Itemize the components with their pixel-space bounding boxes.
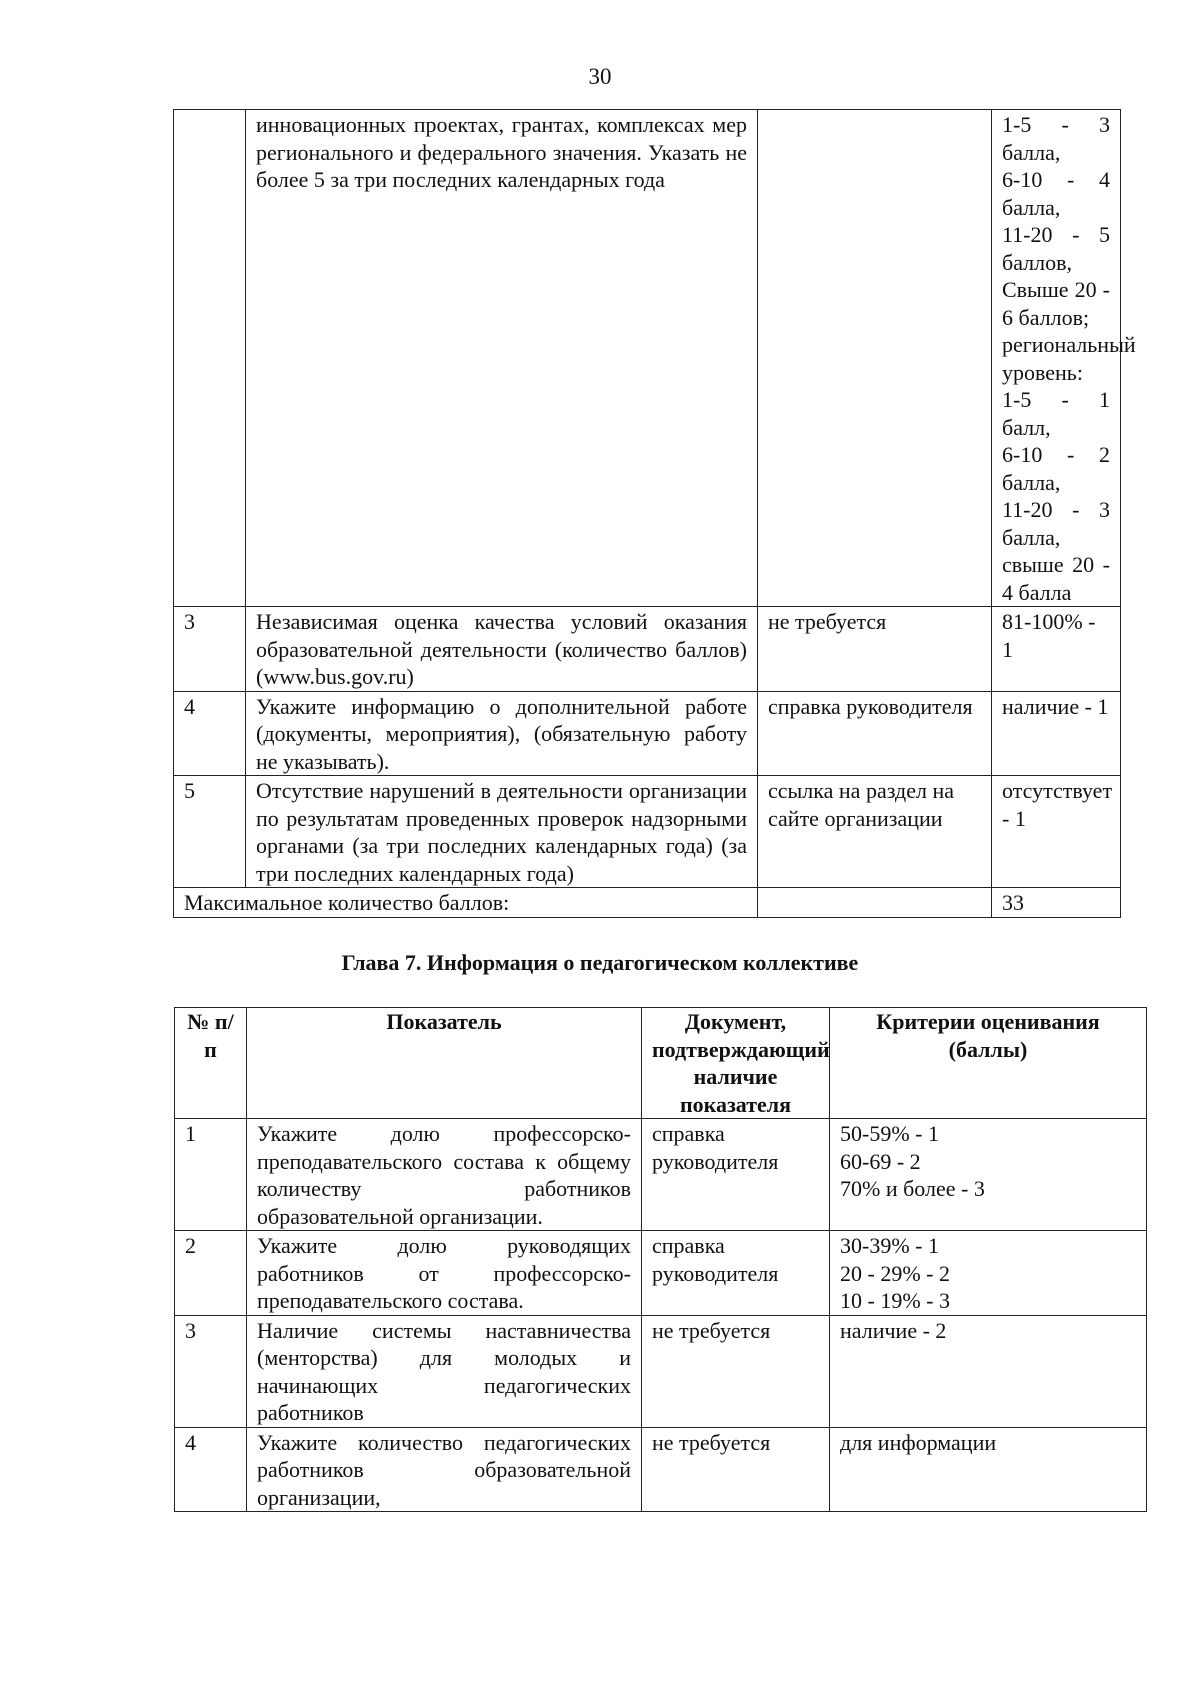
table-row (175, 1315, 1147, 1427)
criteria-line: свыше 20 - 4 балла (1002, 552, 1110, 605)
criteria-line: 6-10 - 2 балла, (1002, 442, 1110, 495)
table-row (174, 691, 1121, 776)
criteria-line: отсутствует - 1 (1002, 778, 1113, 831)
row-number: 4 (174, 691, 246, 776)
document-cell (758, 110, 992, 607)
total-value: 33 (992, 888, 1121, 918)
criteria-cell (992, 607, 1121, 692)
table-row (175, 1231, 1147, 1316)
teaching-staff-table (174, 1007, 1147, 1512)
row-number: 3 (174, 607, 246, 692)
table-header-row (175, 1008, 1147, 1119)
criteria-line: 11-20 - 3 балла, (1002, 497, 1110, 550)
document-cell: не требуется (642, 1427, 830, 1512)
row-number (174, 110, 246, 607)
document-cell: справка руководителя (642, 1119, 830, 1231)
indicator-cell: Отсутствие нарушений в деятельности организации по результатам проведенных проверок надзорными органами (за три последних календарных года) (за три последних календарных года) (246, 776, 758, 888)
criteria-line: 6-10 - 4 балла, (1002, 167, 1110, 220)
table-row (174, 776, 1121, 888)
criteria-cell (830, 1427, 1147, 1512)
criteria-line: 1-5 - 3 балла, (1002, 112, 1110, 165)
chapter-title: Глава 7. Информация о педагогическом коллективе (341, 950, 859, 975)
criteria-line: 20 - 29% - 2 (840, 1260, 950, 1286)
row-number: 5 (174, 776, 246, 888)
criteria-line: 30-39% - 1 (840, 1233, 939, 1258)
total-document (758, 888, 992, 918)
criteria-line: 60-69 - 2 (840, 1148, 921, 1174)
indicator-cell: Укажите долю профессорско-преподавательского состава к общему количеству работников образовательной организации. (247, 1119, 642, 1231)
indicator-cell: инновационных проектах, грантах, комплексах мер регионального и федерального значения. Указать не более 5 за три последних календарных года (246, 110, 758, 607)
row-number: 1 (175, 1119, 247, 1231)
criteria-cell (830, 1231, 1147, 1316)
criteria-line: для информации (840, 1429, 997, 1455)
page-number: 30 (588, 64, 612, 89)
document-cell: справка руководителя (642, 1231, 830, 1316)
criteria-line: наличие - 1 (1002, 693, 1109, 719)
criteria-line: 81-100% - 1 (1002, 609, 1096, 662)
criteria-line: 10 - 19% - 3 (840, 1288, 950, 1313)
header-criteria: Критерии оценивания (баллы) (830, 1008, 1147, 1119)
table-row (175, 1427, 1147, 1512)
criteria-line: 11-20 - 5 баллов, (1002, 222, 1110, 275)
criteria-table-continued (173, 109, 1136, 918)
criteria-cell (992, 110, 1136, 607)
indicator-cell: Независимая оценка качества условий оказания образовательной деятельности (количество баллов) (www.bus.gov.ru) (246, 607, 758, 692)
indicator-cell: Наличие системы наставничества (менторства) для молодых и начинающих педагогических работников (247, 1315, 642, 1427)
document-cell: не требуется (642, 1315, 830, 1427)
criteria-line: 50-59% - 1 (840, 1121, 939, 1146)
criteria-cell (830, 1315, 1147, 1427)
header-num: № п/п (175, 1008, 247, 1119)
criteria-line: наличие - 2 (840, 1317, 947, 1343)
row-number: 3 (175, 1315, 247, 1427)
header-document: Документ, подтверждающий наличие показателя (642, 1008, 830, 1119)
indicator-cell: Укажите информацию о дополнительной работе (документы, мероприятия), (обязательную работу не указывать). (246, 691, 758, 776)
indicator-cell: Укажите количество педагогических работников образовательной организации, (247, 1427, 642, 1512)
total-row (174, 888, 1121, 918)
total-label: Максимальное количество баллов: (174, 888, 758, 918)
criteria-line: Свыше 20 - 6 баллов; (1002, 277, 1110, 330)
document-cell: справка руководителя (758, 691, 992, 776)
criteria-line: 70% и более - 3 (840, 1176, 985, 1201)
table-row (174, 607, 1121, 692)
table-row (175, 1119, 1147, 1231)
criteria-cell (830, 1119, 1147, 1231)
criteria-line: 1-5 - 1 балл, (1002, 387, 1110, 440)
header-indicator: Показатель (247, 1008, 642, 1119)
criteria-cell (992, 691, 1121, 776)
row-number: 4 (175, 1427, 247, 1512)
table-row (174, 110, 1121, 607)
criteria-line: региональный уровень: (1002, 332, 1136, 385)
document-cell: ссылка на раздел на сайте организации (758, 776, 992, 888)
criteria-cell (992, 776, 1121, 888)
row-number: 2 (175, 1231, 247, 1316)
indicator-cell: Укажите долю руководящих работников от профессорско-преподавательского состава. (247, 1231, 642, 1316)
document-cell: не требуется (758, 607, 992, 692)
